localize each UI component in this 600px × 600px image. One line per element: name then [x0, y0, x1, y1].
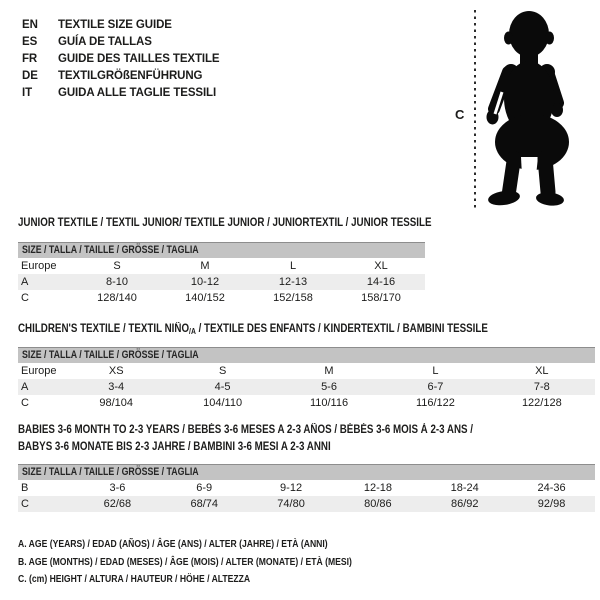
- row-label: C: [21, 397, 29, 409]
- size-cell: M: [324, 365, 334, 377]
- table-header-text: SIZE / TALLA / TAILLE / GRÖSSE / TAGLIA: [22, 349, 199, 361]
- size-cell: XS: [108, 365, 124, 377]
- language-label: GUIDE DES TAILLES TEXTILE: [58, 53, 220, 65]
- height-cell: 152/158: [273, 292, 313, 304]
- row-label: C: [21, 292, 29, 304]
- table-row: [18, 274, 425, 290]
- section-title-line1: BABIES 3-6 MONTH TO 2-3 YEARS / BEBÉS 3-6 MESES A 2-3 AÑOS / BÉBÉS 3-6 MOIS À 2-3 ANS /: [18, 424, 474, 436]
- table-header-bar: [18, 242, 425, 258]
- age-cell: 24-36: [537, 482, 566, 494]
- height-cell: 128/140: [97, 292, 137, 304]
- age-cell: 9-12: [280, 482, 303, 494]
- height-cell: 122/128: [521, 397, 562, 409]
- size-cell: S: [218, 365, 227, 377]
- note-text: A. AGE (YEARS) / EDAD (AÑOS) / ÂGE (ANS) / ALTER (JAHRE) / ETÀ (ANNI): [18, 538, 328, 550]
- height-cell: 92/98: [537, 498, 566, 510]
- language-row: [22, 34, 220, 51]
- note-text: C. (cm) HEIGHT / ALTURA / HAUTEUR / HÖHE / ALTEZZA: [18, 573, 251, 585]
- legend-notes: [18, 536, 425, 589]
- baby-silhouette-icon: [480, 8, 575, 208]
- age-cell: 4-5: [214, 381, 231, 393]
- height-cell: 158/170: [361, 292, 401, 304]
- language-label: GUIDA ALLE TAGLIE TESSILI: [58, 87, 217, 99]
- junior-size-table: [18, 242, 425, 306]
- age-cell: 5-6: [321, 381, 337, 393]
- section-title-line2: BABYS 3-6 MONATE BIS 2-3 JAHRE / BAMBINI 3-6 MESI A 2-3 ANNI: [18, 441, 331, 453]
- height-dotted-line: [474, 10, 476, 210]
- height-cell: 110/116: [309, 397, 349, 409]
- row-label: B: [21, 482, 29, 494]
- age-cell: 10-12: [190, 276, 220, 288]
- figure-height-label: C: [455, 107, 465, 122]
- age-cell: 3-6: [109, 482, 126, 494]
- row-label: A: [21, 381, 29, 393]
- language-title-block: [22, 17, 220, 102]
- height-cell: 62/68: [103, 498, 132, 510]
- height-cell: 80/86: [364, 498, 392, 510]
- language-row: [22, 68, 220, 85]
- childrens-size-table: [18, 347, 595, 411]
- age-cell: 6-9: [196, 482, 213, 494]
- language-code: IT: [22, 87, 33, 99]
- age-cell: 3-4: [108, 381, 125, 393]
- title-post: / TEXTILE DES ENFANTS / KINDERTEXTIL / BAMBINI TESSILE: [195, 323, 488, 335]
- language-code: ES: [22, 36, 38, 48]
- language-code: DE: [22, 70, 38, 82]
- height-cell: 68/74: [190, 498, 218, 510]
- age-cell: 6-7: [427, 381, 444, 393]
- childrens-section-title: [18, 321, 571, 340]
- size-cell: L: [289, 260, 297, 272]
- babies-size-table: [18, 464, 595, 512]
- age-cell: 8-10: [105, 276, 129, 288]
- age-cell: 12-13: [278, 276, 308, 288]
- size-cell: M: [200, 260, 210, 272]
- language-label: TEXTILE SIZE GUIDE: [58, 19, 172, 31]
- table-row: [18, 395, 595, 411]
- language-code: FR: [22, 53, 38, 65]
- table-row: [18, 290, 425, 306]
- title-pre: CHILDREN'S TEXTILE / TEXTIL NIÑO: [18, 323, 190, 335]
- babies-section-title: [18, 422, 553, 456]
- table-header-bar: [18, 464, 595, 480]
- size-cell: S: [113, 260, 121, 272]
- height-cell: 104/110: [203, 397, 243, 409]
- table-row: [18, 363, 595, 379]
- junior-section-title: [18, 215, 504, 232]
- size-cell: XL: [374, 260, 388, 272]
- age-cell: 7-8: [533, 381, 550, 393]
- note-text: B. AGE (MONTHS) / EDAD (MESES) / ÂGE (MOIS) / ALTER (MONATE) / ETÀ (MESI): [18, 555, 352, 568]
- table-header-bar: [18, 347, 595, 363]
- size-cell: XL: [535, 365, 549, 377]
- language-label: GUÍA DE TALLAS: [58, 36, 152, 48]
- language-label: TEXTILGRÖßENFÜHRUNG: [58, 70, 203, 82]
- height-cell: 74/80: [277, 498, 305, 510]
- section-title-text: [18, 321, 488, 340]
- note-line-a: [18, 536, 425, 554]
- note-line-c: [18, 571, 425, 589]
- language-row: [22, 17, 220, 34]
- height-cell: 98/104: [99, 397, 134, 409]
- section-title-text: JUNIOR TEXTILE / TEXTIL JUNIOR/ TEXTILE JUNIOR / JUNIORTEXTIL / JUNIOR TESSILE: [18, 217, 432, 229]
- size-cell: L: [432, 365, 439, 377]
- table-row: [18, 379, 595, 395]
- language-row: [22, 85, 220, 102]
- table-header-text: SIZE / TALLA / TAILLE / GRÖSSE / TAGLIA: [22, 244, 199, 256]
- height-cell: 140/152: [185, 292, 225, 304]
- title-subscript: /A: [189, 327, 196, 336]
- row-label: Europe: [21, 260, 57, 272]
- row-label: A: [21, 276, 29, 288]
- row-label: C: [21, 498, 29, 510]
- table-row: [18, 258, 425, 274]
- table-row: [18, 496, 595, 512]
- language-row: [22, 51, 220, 68]
- height-cell: 116/122: [415, 397, 455, 409]
- age-cell: 12-18: [363, 482, 392, 494]
- height-cell: 86/92: [450, 498, 479, 510]
- note-line-b: [18, 554, 425, 572]
- row-label: Europe: [21, 365, 57, 377]
- age-cell: 14-16: [366, 276, 396, 288]
- language-code: EN: [22, 19, 38, 31]
- table-row: [18, 480, 595, 496]
- age-cell: 18-24: [450, 482, 479, 494]
- table-header-text: SIZE / TALLA / TAILLE / GRÖSSE / TAGLIA: [22, 466, 199, 478]
